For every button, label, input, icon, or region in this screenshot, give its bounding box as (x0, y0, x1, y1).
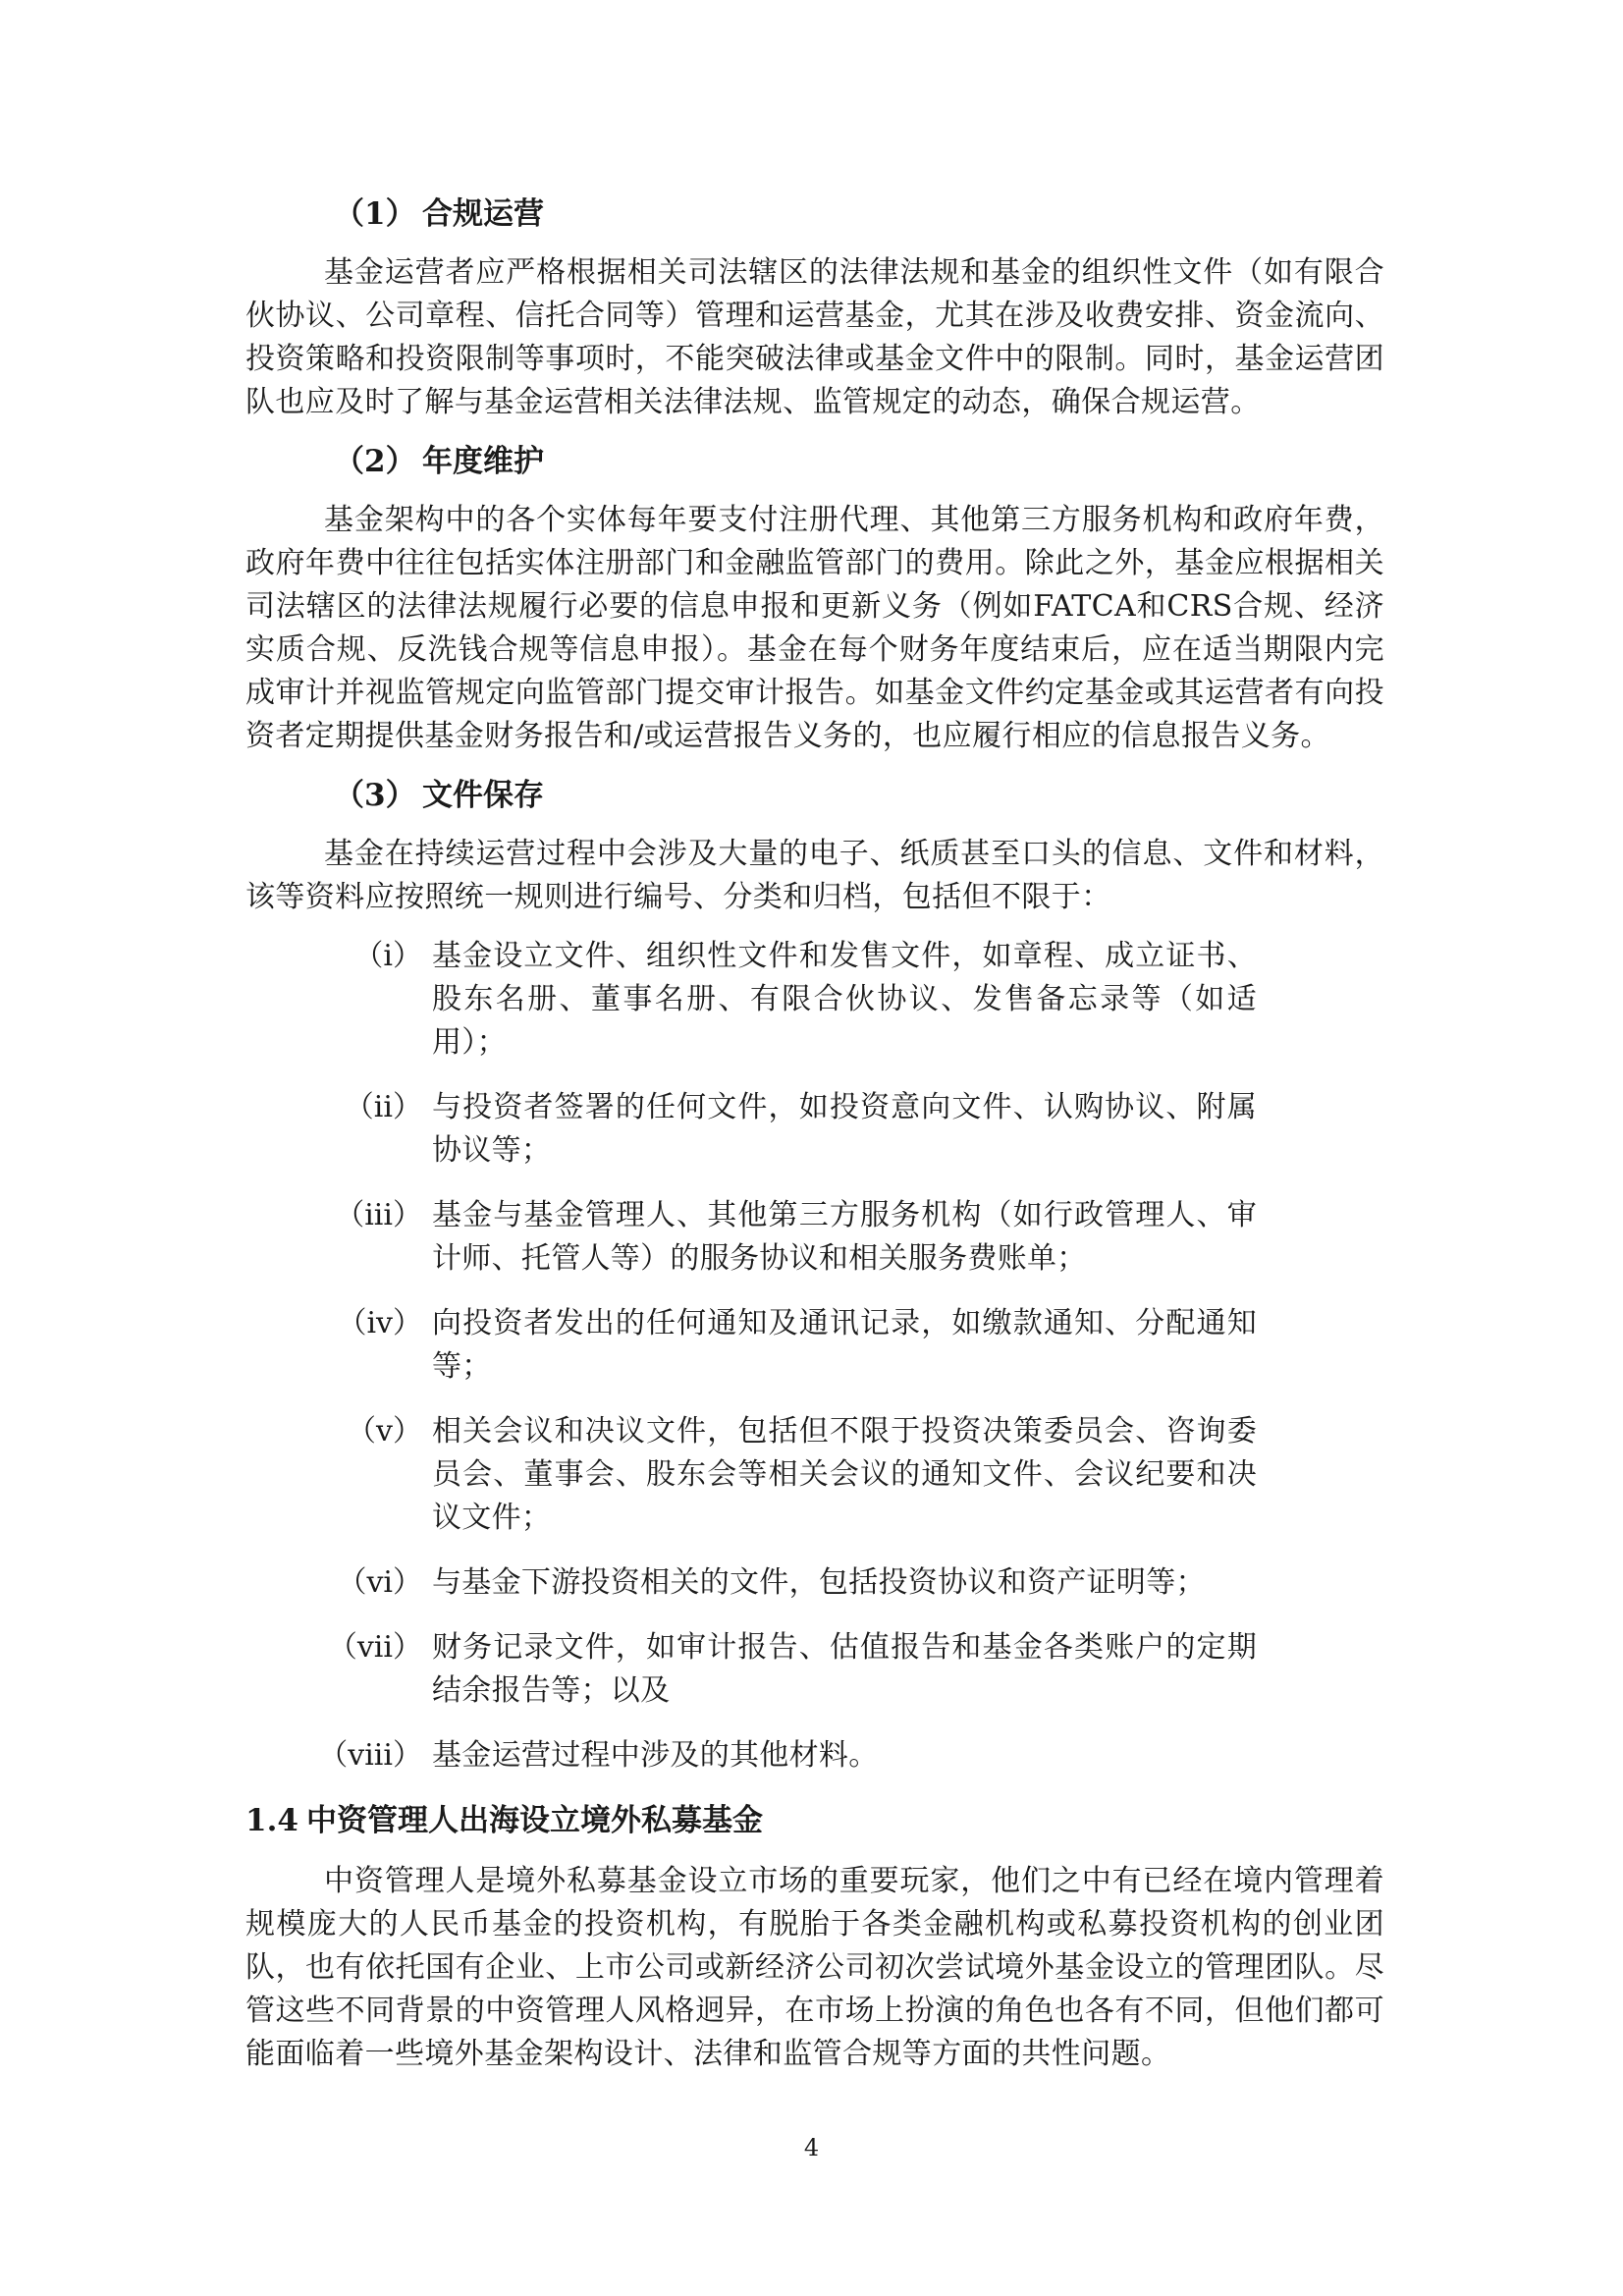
body-paragraph: 基金在持续运营过程中会涉及大量的电子、纸质甚至口头的信息、文件和材料，该等资料应按照统一规则进行编号、分类和归档，包括但不限于： (245, 837, 1384, 914)
subsection-number: （3） (334, 778, 416, 813)
list-marker: （v） (347, 1414, 422, 1449)
list-item-text: 与基金下游投资相关的文件，包括投资协议和资产证明等； (432, 1565, 1206, 1600)
list-marker: （iii） (335, 1198, 422, 1232)
list-item (245, 1194, 1384, 1281)
list-item-text: 相关会议和决议文件，包括但不限于投资决策委员会、咨询委员会、董事会、股东会等相关会议的通知文件、会议纪要和决议文件； (432, 1414, 1257, 1535)
list-marker: （ii） (344, 1090, 422, 1124)
list-item-text: 基金与基金管理人、其他第三方服务机构（如行政管理人、审计师、托管人等）的服务协议和相关服务费账单； (432, 1198, 1257, 1276)
subsection-heading-document-retention (245, 774, 1384, 817)
subsection-heading-compliance (245, 192, 1384, 236)
document-list (245, 935, 1384, 1777)
body-paragraph: 基金架构中的各个实体每年要支付注册代理、其他第三方服务机构和政府年费，政府年费中往往包括实体注册部门和金融监管部门的费用。除此之外，基金应根据相关司法辖区的法律法规履行必要的信息申报和更新义务（例如FATCA和CRS合规、经济实质合规、反洗钱合规等信息申报）。基金在每个财务年度结束后，应在适当期限内完成审计并视监管规定向监管部门提交审计报告。如基金文件约定基金或其运营者有向投资者定期提供基金财务报告和/或运营报告义务的，也应履行相应的信息报告义务。 (245, 503, 1384, 753)
list-marker: （iv） (337, 1306, 422, 1340)
subsection-title: 年度维护 (422, 444, 544, 479)
list-item (245, 1734, 1384, 1777)
list-marker: （vi） (337, 1565, 422, 1600)
subsection-heading-annual-maintenance (245, 440, 1384, 483)
section-title: 中资管理人出海设立境外私募基金 (306, 1803, 763, 1838)
list-marker: （vii） (327, 1630, 422, 1665)
list-item (245, 1561, 1384, 1605)
list-item (245, 935, 1384, 1065)
subsection-title: 文件保存 (422, 778, 544, 813)
subsection-title: 合规运营 (422, 196, 544, 232)
subsection-number: （1） (334, 196, 416, 232)
subsection-number: （2） (334, 444, 416, 479)
list-item-text: 基金运营过程中涉及的其他材料。 (432, 1738, 879, 1773)
list-marker: （viii） (318, 1738, 422, 1773)
list-marker: （i） (353, 939, 422, 973)
section-number: 1.4 (245, 1803, 298, 1838)
body-paragraph: 中资管理人是境外私募基金设立市场的重要玩家，他们之中有已经在境内管理着规模庞大的人民币基金的投资机构，有脱胎于各类金融机构或私募投资机构的创业团队，也有依托国有企业、上市公司或新经济公司初次尝试境外基金设立的管理团队。尽管这些不同背景的中资管理人风格迥异，在市场上扮演的角色也各有不同，但他们都可能面临着一些境外基金架构设计、法律和监管合规等方面的共性问题。 (245, 1864, 1384, 2071)
page-number: 4 (803, 2134, 820, 2161)
list-item-text: 财务记录文件，如审计报告、估值报告和基金各类账户的定期结余报告等；以及 (432, 1630, 1257, 1708)
list-item-text: 向投资者发出的任何通知及通讯记录，如缴款通知、分配通知等； (432, 1306, 1257, 1384)
page-content (245, 192, 1384, 2092)
list-item-text: 基金设立文件、组织性文件和发售文件，如章程、成立证书、股东名册、董事名册、有限合伙协议、发售备忘录等（如适用）； (432, 939, 1257, 1060)
list-item (245, 1302, 1384, 1389)
list-item (245, 1626, 1384, 1713)
list-item-text: 与投资者签署的任何文件，如投资意向文件、认购协议、附属协议等； (432, 1090, 1257, 1168)
section-heading-1-4 (245, 1799, 1384, 1842)
list-item (245, 1410, 1384, 1540)
body-paragraph: 基金运营者应严格根据相关司法辖区的法律法规和基金的组织性文件（如有限合伙协议、公司章程、信托合同等）管理和运营基金，尤其在涉及收费安排、资金流向、投资策略和投资限制等事项时，不能突破法律或基金文件中的限制。同时，基金运营团队也应及时了解与基金运营相关法律法规、监管规定的动态，确保合规运营。 (245, 255, 1384, 419)
list-item (245, 1086, 1384, 1173)
